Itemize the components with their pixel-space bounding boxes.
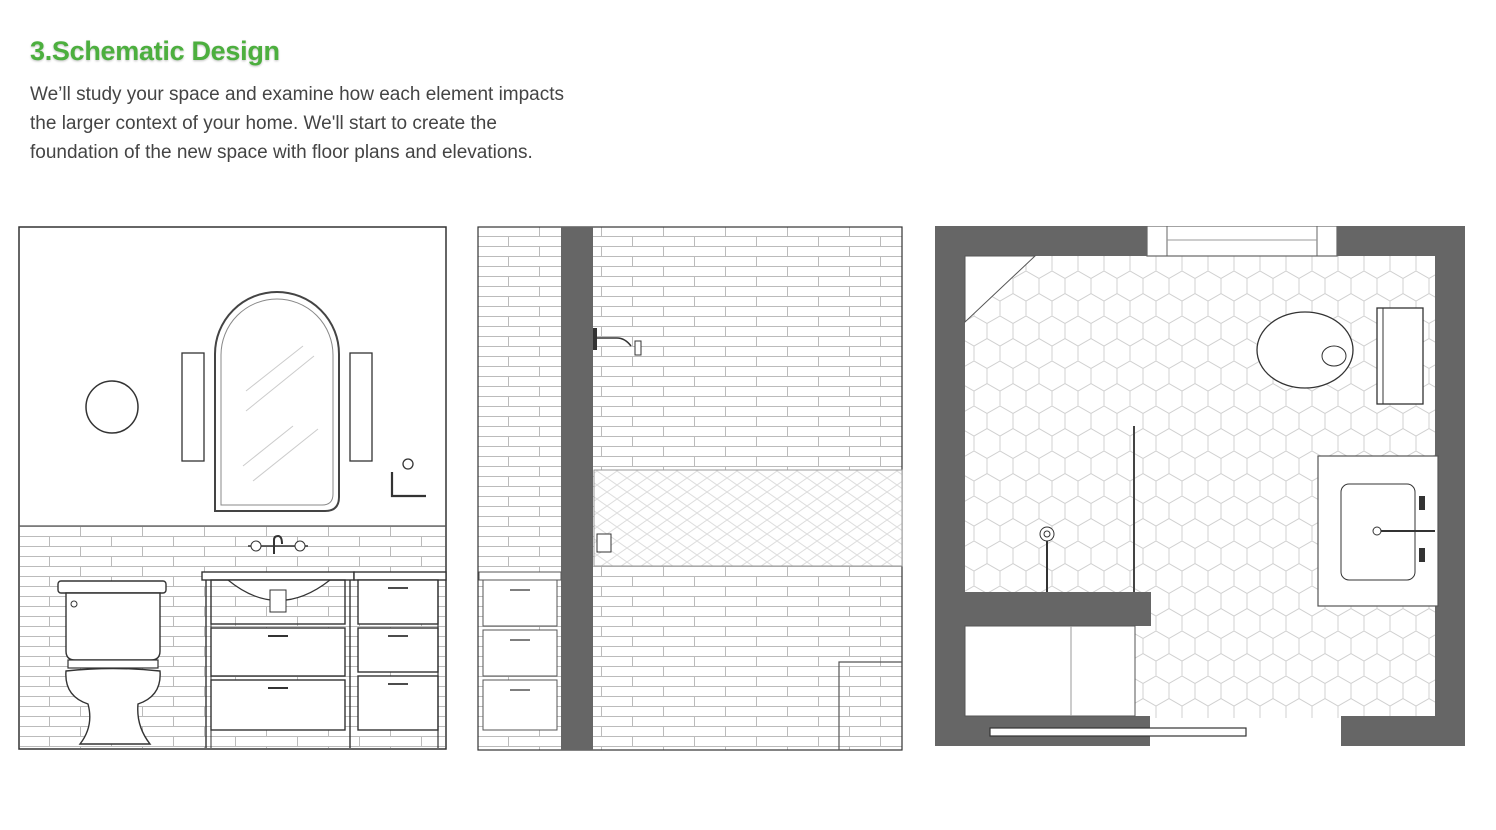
drawer-bank <box>354 572 446 748</box>
section-description: We’ll study your space and examine how each element impacts the larger context of your home. We'll start to create the foundation of the new space with floor plans and elevations. <box>30 84 565 163</box>
vanity-elevation-drawing <box>18 226 448 752</box>
tub <box>965 626 1135 716</box>
vanity-plan <box>1318 456 1438 606</box>
wall-sconce-right <box>350 353 372 461</box>
tub-ledge <box>965 592 1151 626</box>
linen-cabinet <box>479 572 561 730</box>
wall-sconce-left <box>182 353 204 461</box>
round-mirror <box>86 381 138 433</box>
door <box>990 728 1246 736</box>
mosaic-niche-band <box>594 470 902 566</box>
window <box>1147 226 1337 256</box>
shower-elevation-drawing <box>477 226 905 752</box>
arched-mirror <box>215 292 339 511</box>
tub-wall <box>561 227 593 750</box>
section-heading: 3.Schematic Design <box>30 36 280 66</box>
bathroom-floor-plan-drawing <box>935 226 1467 748</box>
shower-valve <box>597 534 611 552</box>
